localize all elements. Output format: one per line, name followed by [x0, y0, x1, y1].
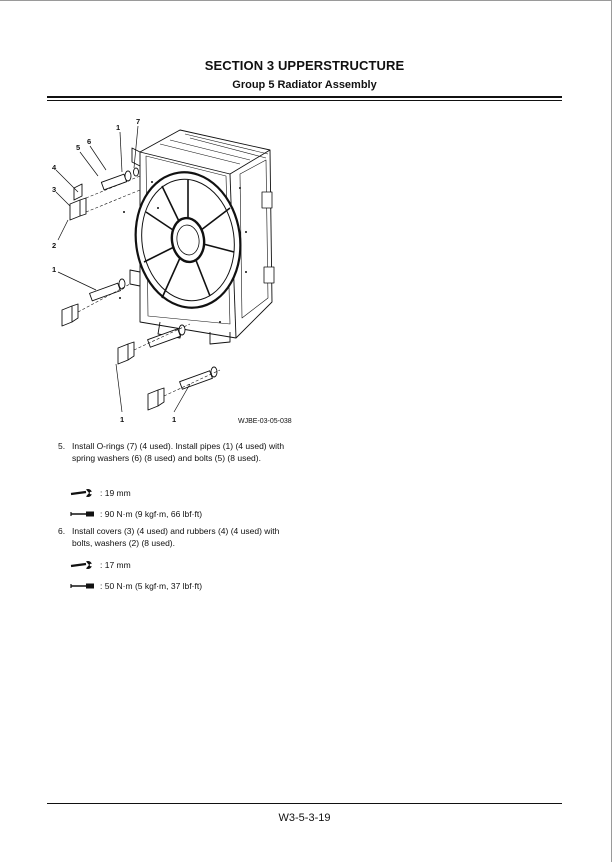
- callout-4: 4: [52, 163, 57, 172]
- wrench-size-value: : 17 mm: [100, 560, 131, 570]
- wrench-size-value: : 19 mm: [100, 488, 131, 498]
- callout-5: 5: [76, 143, 81, 152]
- middle-pipe-assembly: [62, 279, 130, 326]
- callout-1-top: 1: [116, 123, 121, 132]
- page-border-top: [0, 0, 612, 1]
- footer-rule: [47, 803, 562, 804]
- lower-pipe-assembly-2: [148, 367, 220, 410]
- callout-3: 3: [52, 185, 57, 194]
- figure-id: WJBE-03-05-038: [238, 418, 292, 425]
- torque-wrench-icon: [70, 509, 96, 519]
- upper-pipe-assembly: [70, 168, 140, 220]
- torque-wrench-icon: [70, 581, 96, 591]
- lower-pipe-assembly-1: [118, 324, 190, 364]
- callout-6: 6: [87, 137, 92, 146]
- radiator-assembly-diagram: [40, 112, 310, 430]
- callout-2: 2: [52, 241, 57, 250]
- wrench-icon: [70, 488, 96, 498]
- callout-1-bottom-right: 1: [172, 415, 177, 424]
- page-number: W3-5-3-19: [278, 812, 331, 824]
- section-title: SECTION 3 UPPERSTRUCTURE: [204, 58, 405, 73]
- wrench-icon: [70, 560, 96, 570]
- torque-value: : 50 N·m (5 kgf·m, 37 lbf·ft): [100, 581, 203, 591]
- callout-1-mid: 1: [52, 265, 57, 274]
- callout-1-bottom-left: 1: [120, 415, 125, 424]
- group-title: Group 5 Radiator Assembly: [232, 79, 377, 91]
- torque-value: : 90 N·m (9 kgf·m, 66 lbf·ft): [100, 509, 203, 519]
- step-text: Install covers (3) (4 used) and rubbers (4) (4 used) with bolts, washers (2) (8 used).: [72, 526, 280, 548]
- step-number: 5.: [58, 441, 66, 451]
- step-text: Install O-rings (7) (4 used). Install pipes (1) (4 used) with spring washers (6) (8 used) and bolts (5) (8 used).: [72, 441, 285, 463]
- header-rule-thick: [47, 96, 562, 98]
- step-number: 6.: [58, 526, 66, 536]
- header-rule-thin: [47, 100, 562, 101]
- callout-7: 7: [136, 117, 141, 126]
